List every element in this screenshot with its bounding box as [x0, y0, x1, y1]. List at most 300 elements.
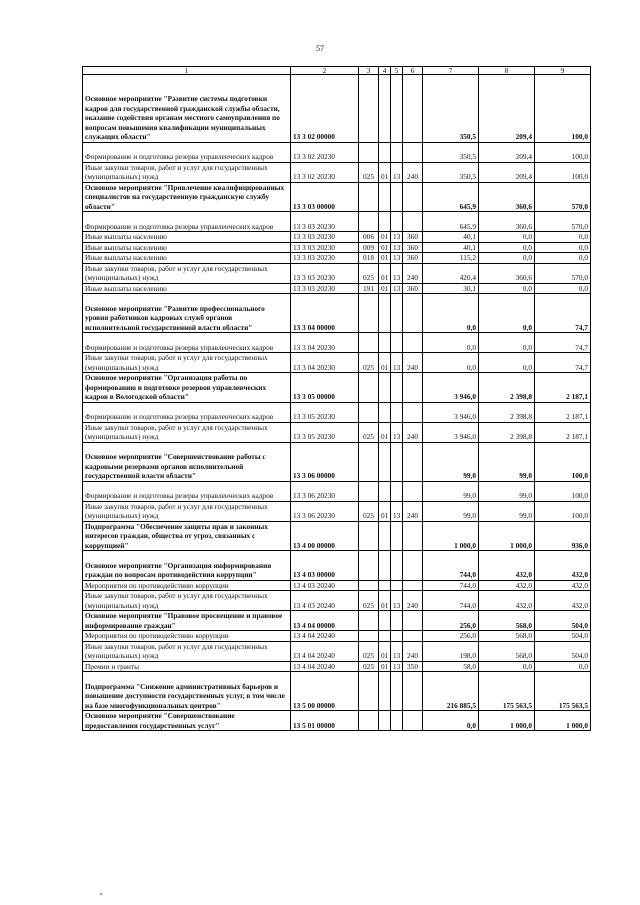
row-value-1: 350,5 [423, 142, 479, 162]
row-code: 13 3 03 20230 [291, 263, 359, 283]
row-section: 01 [379, 283, 391, 294]
table-row [83, 142, 591, 162]
row-name: Формирование и подготовка резерва управленческих кадров [83, 333, 291, 353]
row-ministry-code [359, 672, 379, 711]
row-value-2: 99,0 [479, 481, 535, 501]
row-code: 13 4 03 00000 [291, 551, 359, 581]
row-value-2: 99,0 [479, 501, 535, 521]
row-value-2: 0,0 [479, 253, 535, 264]
row-subsection [391, 333, 403, 353]
row-ministry-code: 025 [359, 661, 379, 672]
column-number: 9 [535, 67, 591, 75]
row-value-1: 216 885,5 [423, 672, 479, 711]
row-name: Основное мероприятие "Привлечение квалифицированных специалистов на государственную гражданскую службу области" [83, 182, 291, 212]
row-value-3: 100,0 [535, 142, 591, 162]
row-section: 01 [379, 501, 391, 521]
row-section [379, 333, 391, 353]
row-expense-type: 240 [403, 641, 423, 661]
row-name: Иные закупки товаров, работ и услуг для государственных (муниципальных) нужд [83, 501, 291, 521]
row-value-3: 936,0 [535, 521, 591, 551]
row-subsection [391, 182, 403, 212]
row-value-1: 645,9 [423, 182, 479, 212]
row-value-1: 99,0 [423, 501, 479, 521]
row-section: 01 [379, 232, 391, 243]
row-expense-type: 360 [403, 242, 423, 253]
row-subsection [391, 75, 403, 143]
row-section [379, 442, 391, 481]
row-value-2: 1 000,0 [479, 521, 535, 551]
row-value-1: 645,9 [423, 212, 479, 232]
row-section: 01 [379, 253, 391, 264]
row-ministry-code: 025 [359, 353, 379, 373]
row-subsection: 13 [391, 501, 403, 521]
row-value-1: 198,0 [423, 641, 479, 661]
row-value-2: 0,0 [479, 283, 535, 294]
row-section [379, 611, 391, 631]
row-expense-type: 350 [403, 661, 423, 672]
row-value-1: 99,0 [423, 442, 479, 481]
row-value-3: 100,0 [535, 481, 591, 501]
row-section [379, 212, 391, 232]
row-expense-type [403, 212, 423, 232]
table-row [83, 263, 591, 283]
row-subsection [391, 672, 403, 711]
table-row [83, 294, 591, 333]
row-name: Иные выплаты населению [83, 232, 291, 243]
row-ministry-code: 006 [359, 232, 379, 243]
row-name: Иные закупки товаров, работ и услуг для государственных (муниципальных) нужд [83, 353, 291, 373]
row-value-2: 568,0 [479, 611, 535, 631]
row-code: 13 4 03 20240 [291, 591, 359, 611]
row-subsection [391, 212, 403, 232]
table-row [83, 672, 591, 711]
row-section [379, 182, 391, 212]
row-value-3: 1 000,0 [535, 711, 591, 731]
row-section: 01 [379, 353, 391, 373]
row-ministry-code [359, 402, 379, 422]
row-ministry-code [359, 711, 379, 731]
row-expense-type [403, 672, 423, 711]
row-name: Основное мероприятие "Организация информирования граждан по вопросам противодействия коррупции" [83, 551, 291, 581]
row-section [379, 631, 391, 642]
row-ministry-code [359, 631, 379, 642]
page-number: 57 [316, 44, 324, 53]
row-code: 13 3 03 20230 [291, 232, 359, 243]
row-expense-type: 240 [403, 591, 423, 611]
row-name: Иные выплаты населению [83, 242, 291, 253]
column-number: 7 [423, 67, 479, 75]
row-ministry-code [359, 521, 379, 551]
row-code: 13 3 06 00000 [291, 442, 359, 481]
row-subsection [391, 631, 403, 642]
row-subsection [391, 551, 403, 581]
row-value-2: 0,0 [479, 661, 535, 672]
table-row [83, 333, 591, 353]
row-code: 13 3 02 20230 [291, 142, 359, 162]
row-ministry-code [359, 333, 379, 353]
row-value-3: 2 187,1 [535, 402, 591, 422]
row-ministry-code: 025 [359, 263, 379, 283]
row-code: 13 3 03 20230 [291, 253, 359, 264]
column-number: 3 [359, 67, 379, 75]
row-value-2: 175 563,5 [479, 672, 535, 711]
row-name: Подпрограмма "Обеспечение защиты прав и законных интересов граждан, общества от угроз, связанных с коррупцией" [83, 521, 291, 551]
row-value-2: 360,6 [479, 212, 535, 232]
row-value-3: 0,0 [535, 283, 591, 294]
row-value-3: 100,0 [535, 162, 591, 182]
table-row [83, 242, 591, 253]
row-expense-type: 360 [403, 232, 423, 243]
row-name: Иные закупки товаров, работ и услуг для государственных (муниципальных) нужд [83, 641, 291, 661]
row-value-3: 100,0 [535, 442, 591, 481]
table-row [83, 661, 591, 672]
table-row [83, 373, 591, 403]
row-expense-type [403, 142, 423, 162]
row-code: 13 5 00 00000 [291, 672, 359, 711]
row-value-2: 360,6 [479, 263, 535, 283]
row-value-2: 209,4 [479, 162, 535, 182]
row-expense-type [403, 711, 423, 731]
row-value-1: 1 000,0 [423, 521, 479, 551]
row-expense-type [403, 333, 423, 353]
row-value-2: 0,0 [479, 333, 535, 353]
row-subsection [391, 442, 403, 481]
row-code: 13 4 04 20240 [291, 631, 359, 642]
row-section [379, 521, 391, 551]
table-row [83, 521, 591, 551]
row-value-2: 568,0 [479, 641, 535, 661]
row-value-3: 74,7 [535, 333, 591, 353]
row-section [379, 672, 391, 711]
row-name: Основное мероприятие "Совершенствование работы с кадровыми резервами органов исполнительной государственной власти области" [83, 442, 291, 481]
row-subsection: 13 [391, 283, 403, 294]
row-name: Основное мероприятие "Организация работы по формированию и подготовке резервов управленческих кадров в Вологодской области" [83, 373, 291, 403]
row-value-3: 504,0 [535, 641, 591, 661]
row-value-3: 0,0 [535, 242, 591, 253]
row-value-3: 0,0 [535, 232, 591, 243]
row-ministry-code: 009 [359, 242, 379, 253]
row-value-2: 432,0 [479, 551, 535, 581]
row-code: 13 4 00 00000 [291, 521, 359, 551]
row-code: 13 3 03 20230 [291, 283, 359, 294]
row-subsection [391, 611, 403, 631]
budget-table [82, 66, 591, 731]
table-row [83, 283, 591, 294]
row-value-3: 570,0 [535, 212, 591, 232]
row-value-2: 0,0 [479, 232, 535, 243]
row-expense-type [403, 580, 423, 591]
column-number: 6 [403, 67, 423, 75]
row-value-1: 420,4 [423, 263, 479, 283]
row-section: 01 [379, 591, 391, 611]
row-code: 13 4 04 00000 [291, 611, 359, 631]
row-value-2: 0,0 [479, 242, 535, 253]
row-ministry-code [359, 182, 379, 212]
table-row [83, 422, 591, 442]
row-expense-type [403, 631, 423, 642]
row-expense-type: 240 [403, 422, 423, 442]
row-section [379, 580, 391, 591]
column-number: 8 [479, 67, 535, 75]
row-value-2: 432,0 [479, 591, 535, 611]
row-code: 13 3 02 20230 [291, 162, 359, 182]
row-subsection: 13 [391, 162, 403, 182]
row-name: Иные выплаты населению [83, 253, 291, 264]
row-ministry-code [359, 580, 379, 591]
row-name: Мероприятия по противодействию коррупции [83, 580, 291, 591]
row-section [379, 711, 391, 731]
row-expense-type [403, 182, 423, 212]
column-number: 2 [291, 67, 359, 75]
row-value-1: 744,0 [423, 591, 479, 611]
row-subsection: 13 [391, 353, 403, 373]
row-expense-type: 360 [403, 253, 423, 264]
row-name: Мероприятия по противодействию коррупции [83, 631, 291, 642]
column-number: 1 [83, 67, 291, 75]
row-value-3: 432,0 [535, 580, 591, 591]
row-value-1: 3 946,0 [423, 402, 479, 422]
row-value-3: 570,0 [535, 182, 591, 212]
table-row [83, 631, 591, 642]
column-number: 4 [379, 67, 391, 75]
row-value-2: 2 398,8 [479, 422, 535, 442]
row-ministry-code [359, 481, 379, 501]
row-code: 13 3 05 20230 [291, 402, 359, 422]
row-expense-type [403, 294, 423, 333]
row-name: Формирование и подготовка резерва управленческих кадров [83, 142, 291, 162]
table-row [83, 162, 591, 182]
table-body [83, 67, 591, 731]
column-number: 5 [391, 67, 403, 75]
row-name: Иные закупки товаров, работ и услуг для государственных (муниципальных) нужд [83, 263, 291, 283]
row-name: Иные закупки товаров, работ и услуг для государственных (муниципальных) нужд [83, 162, 291, 182]
row-value-2: 0,0 [479, 353, 535, 373]
row-value-1: 3 946,0 [423, 422, 479, 442]
row-subsection: 13 [391, 591, 403, 611]
row-subsection [391, 402, 403, 422]
row-subsection: 13 [391, 422, 403, 442]
row-value-3: 100,0 [535, 501, 591, 521]
row-name: Основное мероприятие "Развитие системы подготовки кадров для государственной гражданской службы области, оказание содействия органам местного самоуправления по вопросам повышения квалификации муниципальных служащих области" [83, 75, 291, 143]
row-ministry-code: 025 [359, 591, 379, 611]
row-subsection [391, 481, 403, 501]
table-row [83, 253, 591, 264]
row-value-3: 570,0 [535, 263, 591, 283]
row-value-2: 432,0 [479, 580, 535, 591]
row-code: 13 3 04 20230 [291, 353, 359, 373]
table-row [83, 353, 591, 373]
table-row [83, 501, 591, 521]
row-code: 13 3 05 20230 [291, 422, 359, 442]
row-ministry-code [359, 75, 379, 143]
row-ministry-code [359, 551, 379, 581]
row-section [379, 551, 391, 581]
table-row [83, 551, 591, 581]
row-name: Основное мероприятие "Правовое просвещение и правовое информирование граждан" [83, 611, 291, 631]
row-expense-type: 240 [403, 162, 423, 182]
table-row [83, 232, 591, 243]
row-name: Формирование и подготовка резерва управленческих кадров [83, 212, 291, 232]
row-section: 01 [379, 641, 391, 661]
row-expense-type [403, 611, 423, 631]
column-number-header [83, 67, 591, 75]
row-ministry-code: 025 [359, 501, 379, 521]
row-value-2: 209,4 [479, 75, 535, 143]
row-ministry-code: 025 [359, 162, 379, 182]
row-value-2: 568,0 [479, 631, 535, 642]
row-value-1: 0,0 [423, 333, 479, 353]
row-value-2: 0,0 [479, 294, 535, 333]
row-code: 13 3 03 20230 [291, 212, 359, 232]
row-subsection: 13 [391, 661, 403, 672]
row-subsection: 13 [391, 641, 403, 661]
table-row [83, 481, 591, 501]
row-value-1: 99,0 [423, 481, 479, 501]
row-subsection: 13 [391, 263, 403, 283]
row-section [379, 294, 391, 333]
row-ministry-code [359, 142, 379, 162]
row-expense-type: 240 [403, 501, 423, 521]
row-code: 13 3 06 20230 [291, 501, 359, 521]
row-subsection [391, 521, 403, 551]
row-code: 13 3 03 20230 [291, 242, 359, 253]
row-subsection [391, 711, 403, 731]
row-value-1: 0,0 [423, 353, 479, 373]
table-row [83, 591, 591, 611]
table-row [83, 442, 591, 481]
row-section [379, 373, 391, 403]
row-value-1: 3 946,0 [423, 373, 479, 403]
row-expense-type [403, 481, 423, 501]
row-value-1: 0,0 [423, 294, 479, 333]
row-value-2: 2 398,8 [479, 373, 535, 403]
row-subsection: 13 [391, 242, 403, 253]
row-ministry-code: 191 [359, 283, 379, 294]
table-row [83, 611, 591, 631]
row-value-2: 360,6 [479, 182, 535, 212]
row-expense-type: 360 [403, 283, 423, 294]
row-code: 13 4 04 20240 [291, 661, 359, 672]
row-value-3: 2 187,1 [535, 422, 591, 442]
row-name: Иные закупки товаров, работ и услуг для государственных (муниципальных) нужд [83, 422, 291, 442]
row-subsection: 13 [391, 253, 403, 264]
row-value-3: 504,0 [535, 631, 591, 642]
row-value-1: 0,0 [423, 711, 479, 731]
row-name: Иные выплаты населению [83, 283, 291, 294]
row-code: 13 3 02 00000 [291, 75, 359, 143]
row-value-1: 256,0 [423, 631, 479, 642]
row-ministry-code [359, 294, 379, 333]
row-value-1: 744,0 [423, 580, 479, 591]
table-row [83, 402, 591, 422]
row-name: Основное мероприятие "Совершенствование предоставления государственных услуг" [83, 711, 291, 731]
row-expense-type [403, 402, 423, 422]
row-value-3: 504,0 [535, 611, 591, 631]
row-value-3: 0,0 [535, 661, 591, 672]
row-section [379, 481, 391, 501]
row-ministry-code [359, 611, 379, 631]
row-value-1: 40,1 [423, 232, 479, 243]
row-section: 01 [379, 162, 391, 182]
row-name: Иные закупки товаров, работ и услуг для государственных (муниципальных) нужд [83, 591, 291, 611]
row-value-1: 350,5 [423, 162, 479, 182]
row-value-1: 40,1 [423, 242, 479, 253]
row-value-1: 115,2 [423, 253, 479, 264]
row-expense-type [403, 551, 423, 581]
scan-speck [100, 893, 102, 895]
row-value-1: 350,5 [423, 75, 479, 143]
table-row [83, 580, 591, 591]
row-name: Основное мероприятие "Развитие профессионального уровня работников кадровых служб органов исполнительной государственной власти области" [83, 294, 291, 333]
row-value-2: 209,4 [479, 142, 535, 162]
row-ministry-code [359, 212, 379, 232]
row-expense-type [403, 442, 423, 481]
row-subsection [391, 580, 403, 591]
row-subsection [391, 294, 403, 333]
row-name: Подпрограмма "Снижение административных барьеров и повышение доступности государственных услуг, в том числе на базе многофункциональных центров" [83, 672, 291, 711]
row-value-3: 2 187,1 [535, 373, 591, 403]
row-code: 13 3 03 00000 [291, 182, 359, 212]
row-ministry-code: 025 [359, 422, 379, 442]
table-row [83, 212, 591, 232]
row-section: 01 [379, 661, 391, 672]
row-value-3: 0,0 [535, 253, 591, 264]
row-section [379, 142, 391, 162]
row-subsection [391, 142, 403, 162]
row-expense-type: 240 [403, 353, 423, 373]
row-name: Формирование и подготовка резерва управленческих кадров [83, 402, 291, 422]
row-code: 13 3 04 00000 [291, 294, 359, 333]
row-subsection [391, 373, 403, 403]
row-section [379, 402, 391, 422]
row-value-2: 99,0 [479, 442, 535, 481]
row-ministry-code: 018 [359, 253, 379, 264]
row-value-1: 30,1 [423, 283, 479, 294]
row-value-1: 256,0 [423, 611, 479, 631]
row-ministry-code [359, 373, 379, 403]
row-value-3: 74,7 [535, 353, 591, 373]
row-value-3: 175 563,5 [535, 672, 591, 711]
row-value-3: 74,7 [535, 294, 591, 333]
row-ministry-code: 025 [359, 641, 379, 661]
row-value-3: 432,0 [535, 551, 591, 581]
row-code: 13 3 06 20230 [291, 481, 359, 501]
row-code: 13 3 05 00000 [291, 373, 359, 403]
row-code: 13 3 04 20230 [291, 333, 359, 353]
row-value-2: 2 398,8 [479, 402, 535, 422]
row-expense-type [403, 75, 423, 143]
row-section: 01 [379, 422, 391, 442]
table-row [83, 641, 591, 661]
table-row [83, 75, 591, 143]
row-ministry-code [359, 442, 379, 481]
row-expense-type [403, 521, 423, 551]
row-name: Формирование и подготовка резерва управленческих кадров [83, 481, 291, 501]
row-code: 13 4 04 20240 [291, 641, 359, 661]
row-section: 01 [379, 242, 391, 253]
row-code: 13 5 01 00000 [291, 711, 359, 731]
row-value-3: 432,0 [535, 591, 591, 611]
row-value-2: 1 000,0 [479, 711, 535, 731]
row-code: 13 4 03 20240 [291, 580, 359, 591]
row-value-1: 744,0 [423, 551, 479, 581]
row-value-1: 58,0 [423, 661, 479, 672]
row-subsection: 13 [391, 232, 403, 243]
row-value-3: 100,0 [535, 75, 591, 143]
row-expense-type: 240 [403, 263, 423, 283]
row-section: 01 [379, 263, 391, 283]
table-row [83, 711, 591, 731]
